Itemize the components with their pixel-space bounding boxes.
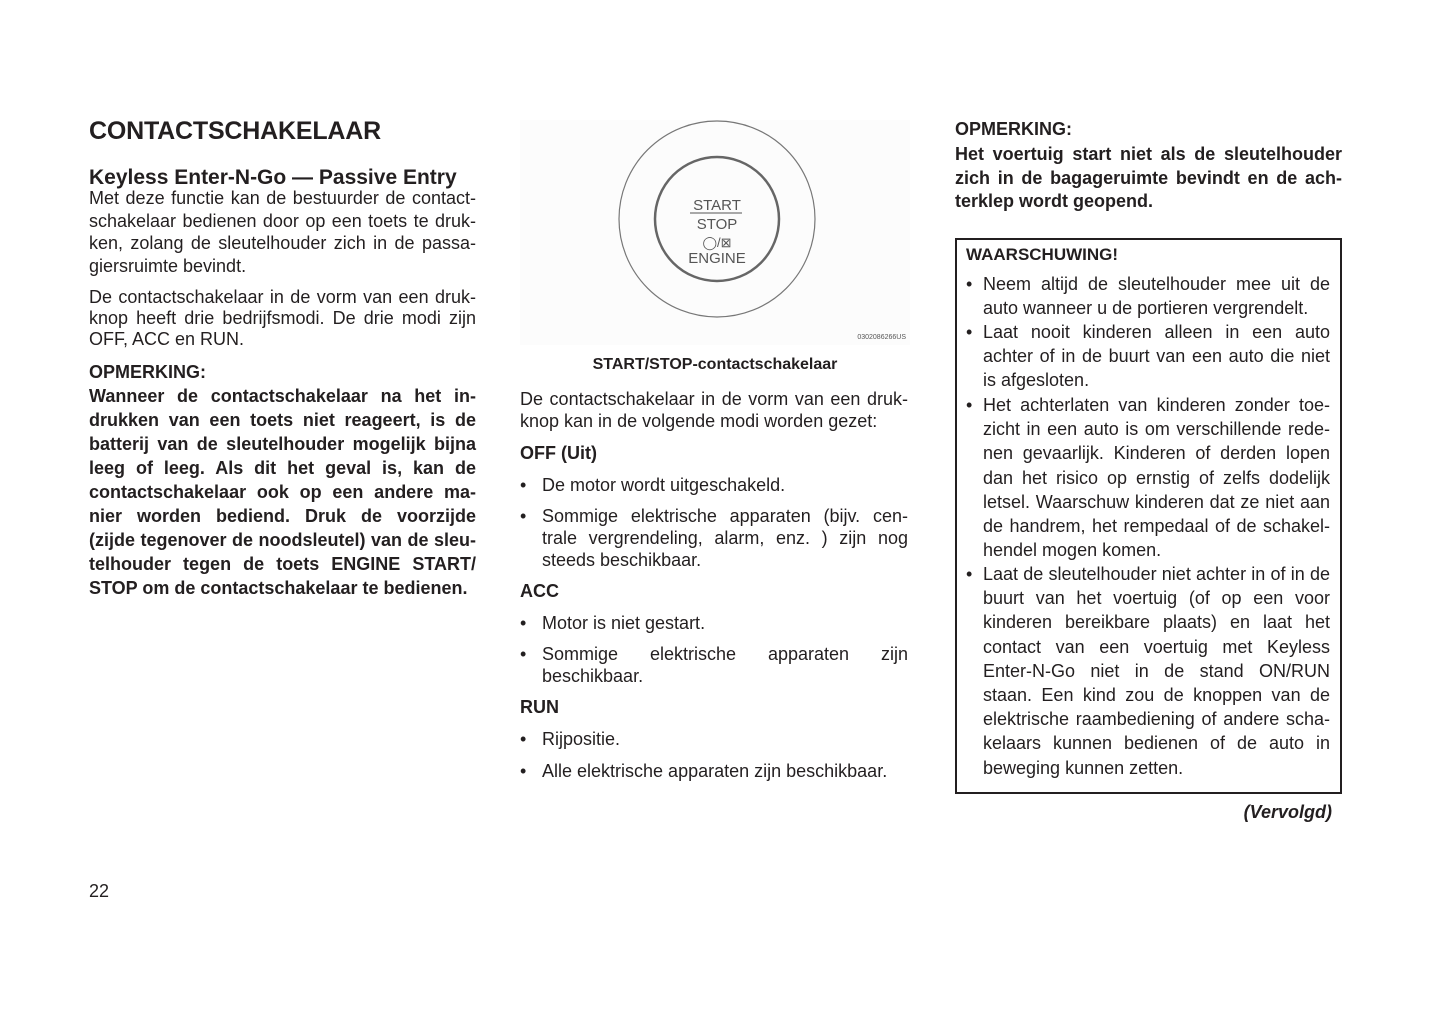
text-line: buurt van het voertuig (of op een voor [983,588,1330,609]
bullet-icon: • [520,644,527,664]
text-line: batterij van de sleutelhouder mogelijk bijna [89,434,476,454]
run-bullet-1 [520,729,908,751]
text-line: De contactschakelaar in de vorm van een druk- [520,389,908,409]
text-line: steeds beschikbaar. [542,550,702,570]
acc-label: ACC [520,581,559,601]
text-line: Neem altijd de sleutelhouder mee uit de [983,274,1330,294]
text-line: nen gevaarlijk. Kinderen of derden lopen [983,443,1330,464]
text-line: drukken van een toets niet reageert, is de [89,410,476,430]
text-line: telhouder tegen de toets ENGINE START/ [89,554,476,574]
text-line: De motor wordt uitgeschakeld. [542,475,786,495]
text-line: Alle elektrische apparaten zijn beschikbaar. [542,761,888,781]
start-stop-figure [520,120,910,345]
text-line: auto wanneer u de portieren vergrendelt. [983,298,1309,319]
text-line: OFF, ACC en RUN. [89,329,245,349]
text-line: Het achterlaten van kinderen zonder toe- [983,395,1330,415]
bullet-icon: • [520,729,527,749]
text-line: De contactschakelaar in de vorm van een druk- [89,287,476,307]
text-line: Met deze functie kan de bestuurder de contact- [89,188,476,208]
modes-intro [520,389,908,433]
button-stop-text: STOP [696,216,738,233]
off-label: OFF (Uit) [520,443,597,463]
run-bullet-2 [520,761,908,783]
text-line: de handrem, het rempedaal of de schakel- [983,515,1330,536]
figure-caption: START/STOP-contactschakelaar [592,356,838,373]
text-line: beschikbaar. [542,666,644,686]
text-line: Wanneer de contactschakelaar na het in- [89,386,476,406]
bullet-icon: • [966,564,973,584]
bullet-icon: • [966,395,973,415]
note-text [89,386,476,602]
text-line: leeg of leeg. Als dit het geval is, kan de [89,458,476,478]
acc-bullet-2 [520,644,908,688]
text-line: dan het risico op ernstig of zelfs dodelijk [983,467,1330,488]
warning-bullet-1 [966,274,1330,322]
text-line: contact van een voertuig met Keyless [983,636,1330,657]
text-line: contactschakelaar ook op een andere ma- [89,482,476,502]
page-number: 22 [89,881,110,901]
continued-label: (Vervolgd) [1243,802,1332,822]
text-line: beweging kunnen zetten. [983,757,1184,778]
note-text-2 [955,144,1342,215]
intro-paragraph [89,188,476,278]
text-line: Het voertuig start niet als de sleutelhouder [955,144,1342,164]
text-line: ken, zolang de sleutelhouder zich in de passa- [89,233,476,253]
text-line: Rijpositie. [542,729,621,749]
subsection-title: Keyless Enter-N-Go — Passive Entry [89,166,457,189]
start-stop-button-image [520,120,910,345]
text-line: schakelaar bedienen door op een toets te druk- [89,210,476,231]
bullet-icon: • [520,613,527,633]
acc-bullet-1 [520,613,908,635]
note-label-2: OPMERKING: [955,119,1072,139]
text-line: Motor is niet gestart. [542,613,706,633]
note-label: OPMERKING: [89,362,206,382]
warning-bullet-2 [966,322,1330,395]
text-line: achter of in de buurt van een auto die niet [983,346,1330,367]
run-label: RUN [520,697,559,717]
text-line: knop kan in de volgende modi worden gezet: [520,411,878,431]
text-line: giersruimte bevindt. [89,255,247,276]
off-bullet-1 [520,475,908,497]
text-line: STOP om de contactschakelaar te bedienen. [89,578,468,598]
section-title: CONTACTSCHAKELAAR [89,117,381,145]
bullet-icon: • [520,761,527,781]
text-line: zicht in een auto is om verschillende rede- [983,419,1330,440]
warning-bullet-4 [966,564,1330,782]
text-line: kinderen bereikbare plaats) en laat het [983,612,1330,633]
text-line: letsel. Waarschuw kinderen dat ze niet aan [983,491,1330,512]
bullet-icon: • [966,322,973,342]
figure-code: 0302086266US [857,334,906,341]
off-bullet-2 [520,506,908,572]
text-line: kelaars kunnen bedienen of de auto in [983,733,1330,754]
text-line: staan. Een kind zou de knoppen van de [983,684,1330,705]
warning-title: WAARSCHUWING! [966,245,1119,264]
bullet-icon: • [966,274,973,294]
svg-text:◯/⊠: ◯/⊠ [702,235,732,250]
text-line: Enter-N-Go niet in de stand ON/RUN [983,660,1330,681]
text-line: hendel mogen komen. [983,540,1162,561]
text-line: terklep wordt geopend. [955,191,1154,211]
modes-paragraph [89,287,476,350]
text-line: trale vergrendeling, alarm, enz. ) zijn nog [542,528,908,548]
text-line: Sommige elektrische apparaten (bijv. cen- [542,506,908,526]
text-line: is afgesloten. [983,370,1090,391]
warning-bullet-3 [966,395,1330,564]
button-engine-text: ENGINE [688,250,746,267]
text-line: Sommige elektrische apparaten zijn [542,644,908,664]
bullet-icon: • [520,506,527,526]
text-line: (zijde tegenover de noodsleutel) van de sleu- [89,530,476,550]
bullet-icon: • [520,475,527,495]
text-line: Laat de sleutelhouder niet achter in of in de [983,564,1330,584]
text-line: Laat nooit kinderen alleen in een auto [983,322,1330,342]
text-line: zich in de bagageruimte bevindt en de ach- [955,167,1342,188]
text-line: nier worden bediend. Druk de voorzijde [89,506,476,526]
text-line: elektrische raambediening of andere scha- [983,709,1330,730]
text-line: knop heeft drie bedrijfsmodi. De drie modi zijn [89,308,476,328]
button-start-text: START [693,197,741,214]
